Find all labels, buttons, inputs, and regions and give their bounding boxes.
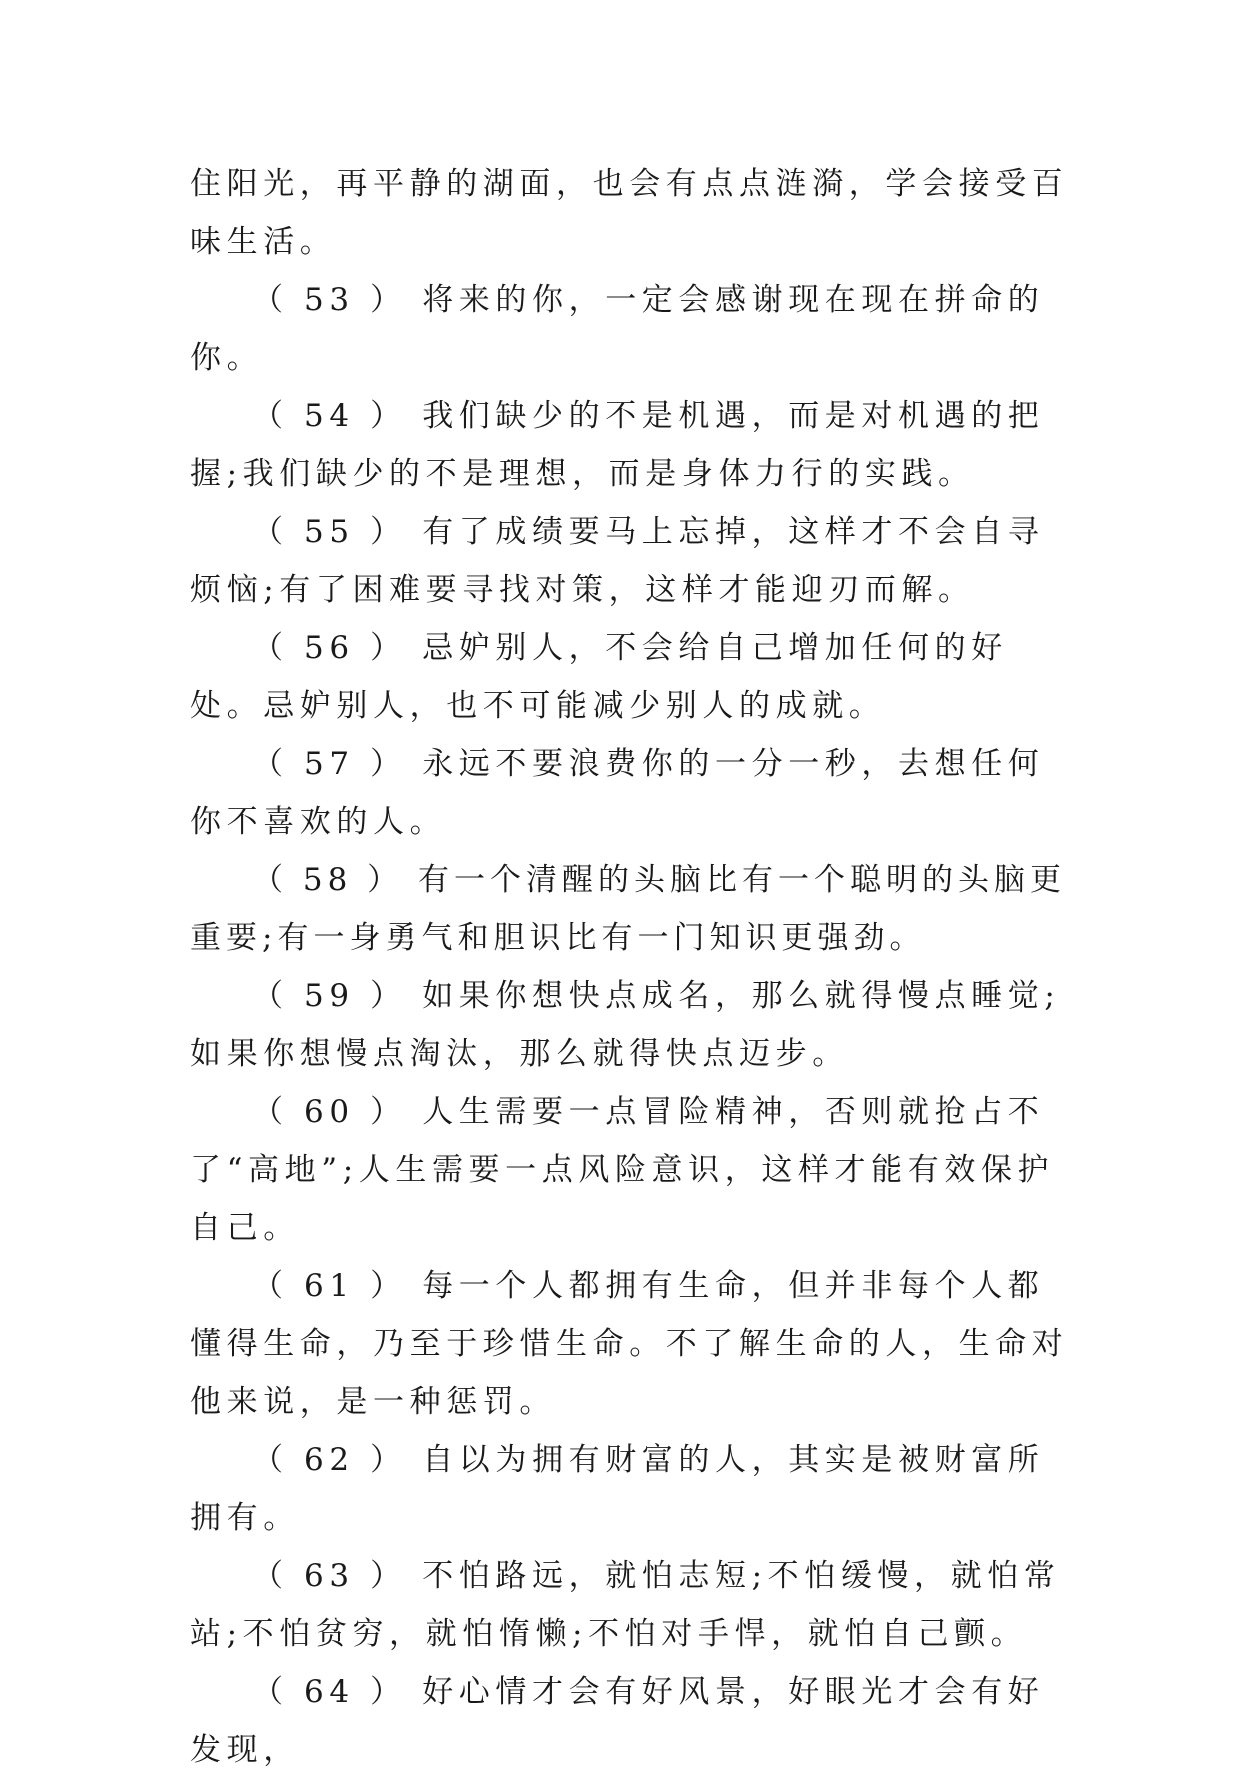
document-body (190, 155, 1070, 1779)
quote-62: （ 62 ） 自以为拥有财富的人，其实是被财富所拥有。 (190, 1442, 1045, 1536)
quote-58: （ 58 ） 有一个清醒的头脑比有一个聪明的头脑更重要;有一身勇气和胆识比有一门知识更强劲。 (190, 862, 1067, 956)
quote-59: （ 59 ） 如果你想快点成名，那么就得慢点睡觉;如果你想慢点淘汰，那么就得快点迈步。 (190, 978, 1061, 1072)
quote-54: （ 54 ） 我们缺少的不是机遇，而是对机遇的把握;我们缺少的不是理想，而是身体力行的实践。 (190, 398, 1045, 492)
quote-64: （ 64 ） 好心情才会有好风景，好眼光才会有好发现， (190, 1674, 1045, 1768)
quote-60: （ 60 ） 人生需要一点冒险精神，否则就抢占不了“高地”;人生需要一点风险意识，这样才能有效保护自己。 (190, 1094, 1055, 1246)
quote-53: （ 53 ） 将来的你，一定会感谢现在现在拼命的你。 (190, 282, 1045, 376)
paragraph-continuation: 住阳光，再平静的湖面，也会有点点涟漪，学会接受百味生活。 (190, 166, 1069, 260)
quote-63: （ 63 ） 不怕路远，就怕志短;不怕缓慢，就怕常站;不怕贫穷，就怕惰懒;不怕对手悍，就怕自己颤。 (190, 1558, 1061, 1652)
quote-61: （ 61 ） 每一个人都拥有生命，但并非每个人都懂得生命，乃至于珍惜生命。不了解生命的人，生命对他来说，是一种惩罚。 (190, 1268, 1069, 1420)
quote-57: （ 57 ） 永远不要浪费你的一分一秒，去想任何你不喜欢的人。 (190, 746, 1045, 840)
quote-56: （ 56 ） 忌妒别人，不会给自己增加任何的好处。忌妒别人，也不可能减少别人的成就。 (190, 630, 1008, 724)
quote-55: （ 55 ） 有了成绩要马上忘掉，这样才不会自寻烦恼;有了困难要寻找对策，这样才能迎刃而解。 (190, 514, 1045, 608)
